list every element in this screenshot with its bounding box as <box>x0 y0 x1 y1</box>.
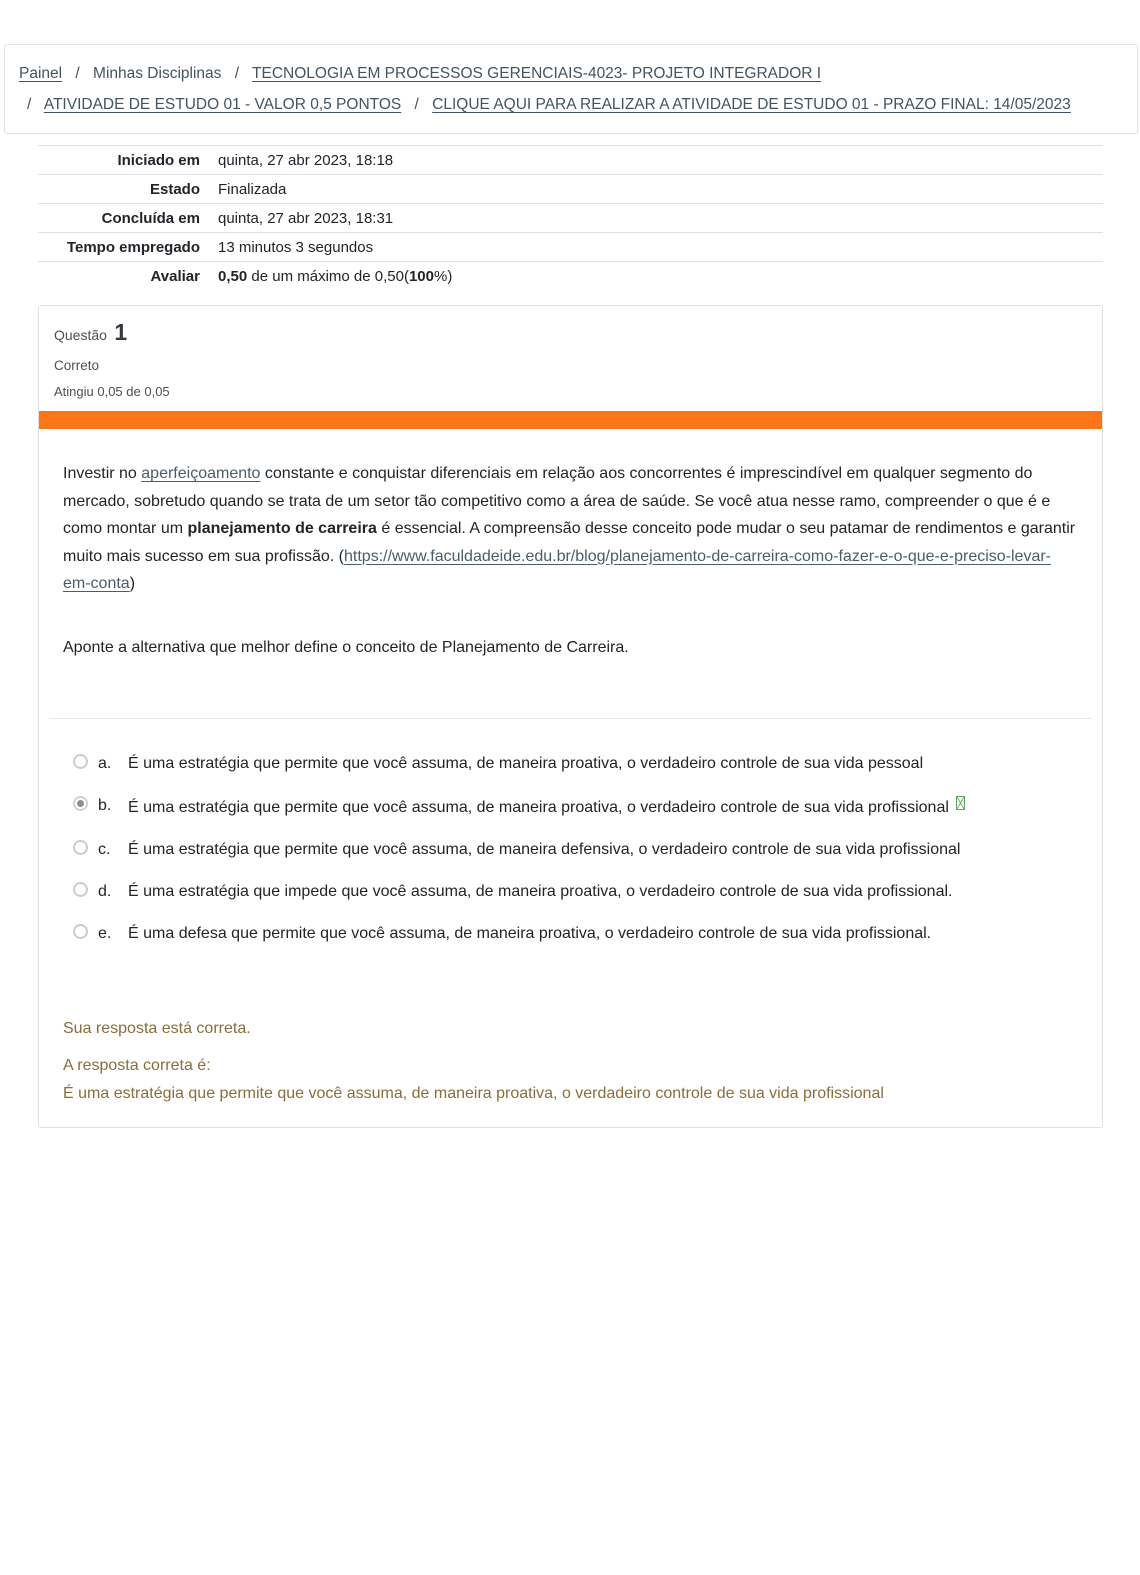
breadcrumb-link-atividade[interactable]: ATIVIDADE DE ESTUDO 01 - VALOR 0,5 PONTOS <box>43 96 402 113</box>
summary-row-state <box>38 174 1103 203</box>
question-points: Atingiu 0,05 de 0,05 <box>54 384 170 399</box>
summary-row-grade <box>38 261 1103 290</box>
breadcrumb-link-painel[interactable]: Painel <box>19 65 63 82</box>
breadcrumb-item-minhas-disciplinas[interactable]: Minhas Disciplinas <box>93 65 222 82</box>
question-text: é essencial. A compreensão desse conceito pode mudar o seu patamar de rendimentos e garantir muito mais sucesso em sua profissão. ( <box>63 520 1076 565</box>
breadcrumb-row-2 <box>19 89 1125 120</box>
question-number: 1 <box>114 319 128 345</box>
option-letter: b. <box>98 797 112 814</box>
question-card <box>38 305 1103 1128</box>
radio-option-e[interactable] <box>73 924 88 939</box>
option-letter: a. <box>98 755 112 772</box>
question-text-paragraph <box>63 460 1078 598</box>
summary-label: Iniciado em <box>117 151 200 169</box>
option-row-e <box>73 920 1078 948</box>
option-text[interactable]: É uma defesa que permite que você assuma, de maneira proativa, o verdadeiro controle de sua vida profissional. <box>128 925 932 942</box>
option-row-b <box>73 792 1078 822</box>
option-text[interactable]: É uma estratégia que impede que você assuma, de maneira proativa, o verdadeiro controle de sua vida profissional. <box>128 883 953 900</box>
summary-value: 13 minutos 3 segundos <box>218 238 374 256</box>
option-row-c <box>73 836 1078 864</box>
question-text: Investir no <box>63 465 142 482</box>
summary-row-time-taken <box>38 232 1103 261</box>
grade-text-close: %) <box>433 267 453 285</box>
breadcrumb-link-clique-aqui[interactable]: CLIQUE AQUI PARA REALIZAR A ATIVIDADE DE ESTUDO 01 - PRAZO FINAL: 14/05/2023 <box>432 96 1071 113</box>
question-accent-bar <box>39 411 1102 429</box>
summary-value: quinta, 27 abr 2023, 18:31 <box>218 209 394 227</box>
question-info <box>39 306 1102 411</box>
summary-label: Avaliar <box>150 267 200 285</box>
summary-row-started <box>38 145 1103 174</box>
grade-text: de um máximo de 0,50( <box>247 267 409 285</box>
radio-option-c[interactable] <box>73 840 88 855</box>
answer-options <box>63 750 1078 948</box>
radio-option-a[interactable] <box>73 754 88 769</box>
correct-answer-broken-image-icon <box>956 792 965 820</box>
breadcrumb-separator: / <box>234 65 240 82</box>
feedback-right-answer-text: É uma estratégia que permite que você assuma, de maneira proativa, o verdadeiro controle de sua vida profissional <box>63 1084 884 1102</box>
question-prompt: Aponte a alternativa que melhor define o conceito de Planejamento de Carreira. <box>63 638 629 656</box>
radio-option-b-selected[interactable] <box>73 796 88 811</box>
breadcrumb-separator: / <box>414 96 419 113</box>
feedback-block <box>63 1015 1078 1108</box>
grade-percent: 100 <box>408 267 434 285</box>
question-text: constante e conquistar diferenciais em relação aos concorrentes é imprescindível em qualquer segmento do mercado, sobretudo quando se trata de um setor tão competitivo como a área de saúde. Se você atua nesse ramo, compreender o que é e como montar um <box>63 465 1051 537</box>
summary-value: Finalizada <box>218 180 287 198</box>
question-state: Correto <box>54 358 100 373</box>
feedback-correct-message: Sua resposta está correta. <box>63 1019 251 1037</box>
option-row-d <box>73 878 1078 906</box>
question-label: Questão <box>54 327 107 343</box>
option-text[interactable]: É uma estratégia que permite que você assuma, de maneira proativa, o verdadeiro controle de sua vida profissional <box>120 792 965 822</box>
question-divider <box>49 718 1092 719</box>
attempt-summary-table <box>38 145 1103 290</box>
option-letter: c. <box>98 841 111 858</box>
summary-row-completed <box>38 203 1103 232</box>
summary-value: quinta, 27 abr 2023, 18:18 <box>218 151 394 169</box>
question-text: ) <box>129 575 136 592</box>
breadcrumb-separator: / <box>75 65 80 82</box>
breadcrumb-row-1 <box>19 58 1125 89</box>
option-row-a <box>73 750 1078 778</box>
option-letter: d. <box>98 883 112 900</box>
grade-achieved: 0,50 <box>218 267 248 285</box>
summary-label: Estado <box>149 180 200 198</box>
summary-label: Tempo empregado <box>66 238 200 256</box>
reference-url-link[interactable]: https://www.faculdadeide.edu.br/blog/planejamento-de-carreira-como-fazer-e-o-que-e-preciso-levar-em-conta <box>63 547 1051 592</box>
radio-option-d[interactable] <box>73 882 88 897</box>
option-letter: e. <box>98 925 112 942</box>
breadcrumb <box>4 44 1138 134</box>
breadcrumb-link-course[interactable]: TECNOLOGIA EM PROCESSOS GERENCIAIS-4023- PROJETO INTEGRADOR I <box>252 65 822 82</box>
question-text-bold: planejamento de carreira <box>187 520 377 537</box>
option-text[interactable]: É uma estratégia que permite que você assuma, de maneira proativa, o verdadeiro controle de sua vida pessoal <box>128 755 924 772</box>
aperfeicoamento-link[interactable]: aperfeiçoamento <box>141 465 261 482</box>
summary-label: Concluída em <box>101 209 200 227</box>
summary-grade-value <box>200 268 452 285</box>
feedback-right-answer-label: A resposta correta é: <box>63 1057 211 1074</box>
question-content <box>39 429 1102 1127</box>
option-text[interactable]: É uma estratégia que permite que você assuma, de maneira defensiva, o verdadeiro controle de sua vida profissional <box>128 841 961 858</box>
breadcrumb-separator: / <box>27 96 32 113</box>
question-number-line <box>54 319 1086 349</box>
